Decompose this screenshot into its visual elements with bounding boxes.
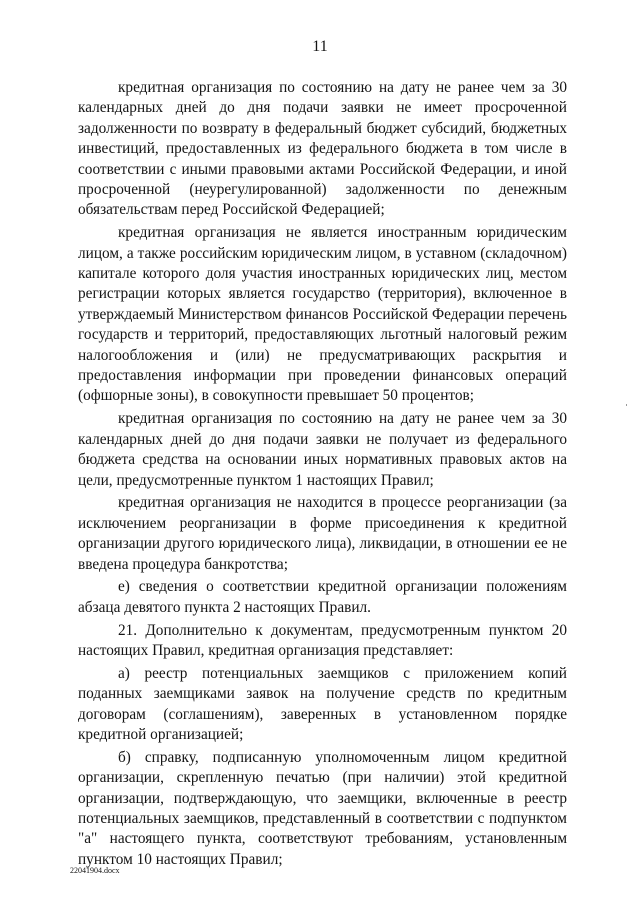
paragraph-debt-condition: кредитная организация по состоянию на дату не ранее чем за 30 календарных дней до дня подачи заявки не имеет просроченной задолженности по возврату в федеральный бюджет субсидий, бюджетных инвестиций, предоставленных из федерального бюджета в том числе в соответствии с иными правовыми актами Российской Федерации, и иной просроченной (неурегулированной) задолженности по денежным обязательствам перед Российской Федерацией; (78, 79, 567, 219)
paragraph-no-reorganization-condition: кредитная организация не находится в процессе реорганизации (за исключением реорганизации в форме присоединения к кредитной организации другого юридического лица), ликвидации, в отношении ее не введена процедура банкротства; (78, 494, 567, 573)
page-number: 11 (312, 38, 328, 55)
paragraph-item-e: е) сведения о соответствии кредитной организации положениям абзаца девятого пункта 2 настоящих Правил. (78, 578, 567, 616)
margin-mark (626, 404, 627, 406)
paragraph-no-other-funding-condition: кредитная организация по состоянию на дату не ранее чем за 30 календарных дней до дня подачи заявки не получает из федерального бюджета средства на основании иных нормативных правовых актов на цели, предусмотренные пунктом 1 настоящих Правил; (78, 410, 567, 489)
document-body (78, 78, 567, 873)
paragraph-clause-21: 21. Дополнительно к документам, предусмотренным пунктом 20 настоящих Правил, кредитная организация представляет: (78, 621, 567, 659)
paragraph-foreign-entity-condition: кредитная организация не является иностранным юридическим лицом, а также российским юридическим лицом, в уставном (складочном) капитале которого доля участия иностранных юридических лиц, местом регистрации которых является государство (территория), включенное в утверждаемый Министерством финансов Российской Федерации перечень государств и территорий, предоставляющих льготный налоговый режим налогообложения и (или) не предусматривающих раскрытия и предоставления информации при проведении финансовых операций (офшорные зоны), в совокупности превышает 50 процентов; (78, 224, 567, 405)
paragraph-item-a: а) реестр потенциальных заемщиков с приложением копий поданных заемщиками заявок на получение средств по кредитным договорам (соглашениям), заверенных в установленном порядке кредитной организацией; (78, 664, 567, 743)
footer-doc-code: 22041904.docx (70, 866, 120, 875)
paragraph-item-b: б) справку, подписанную уполномоченным лицом кредитной организации, скрепленную печатью (при наличии) этой кредитной организации, подтверждающую, что заемщики, включенные в реестр потенциальных заемщиков, представленный в соответствии с подпунктом "а" настоящего пункта, соответствуют требованиям, установленным пунктом 10 настоящих Правил; (78, 748, 567, 868)
